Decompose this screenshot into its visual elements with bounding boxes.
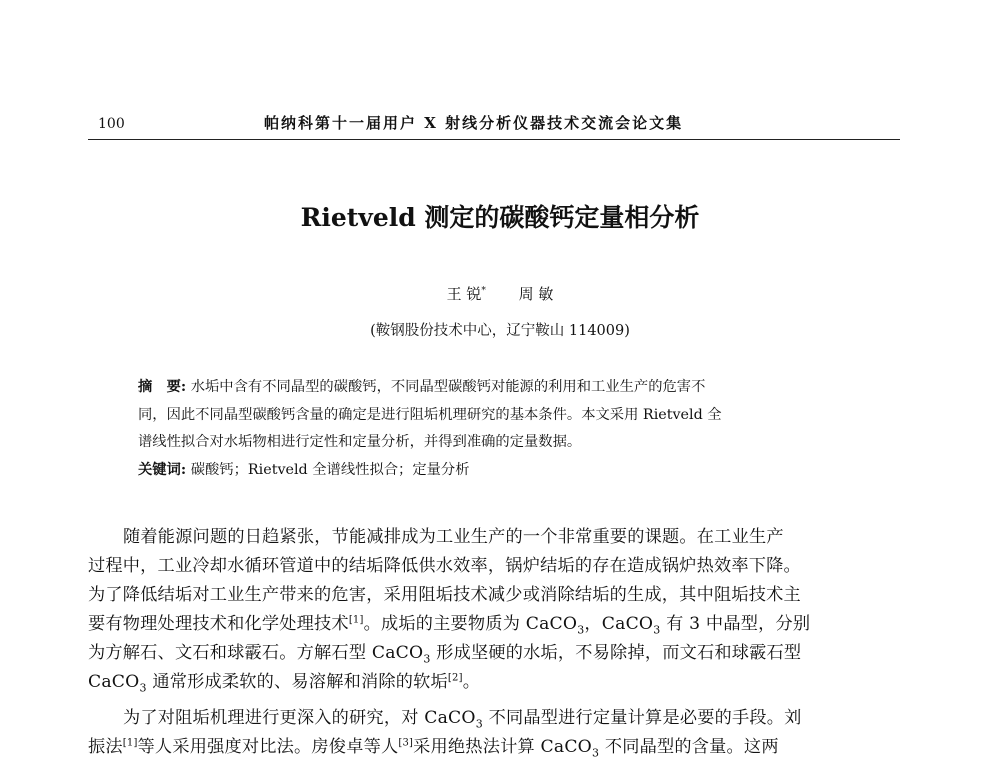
body-p1-line-2: 过程中，工业冷却水循环管道中的结垢降低供水效率，锅炉结垢的存在造成锅炉热效率下降。 [88, 556, 801, 576]
citation-2: [2] [447, 672, 463, 684]
citation-1b: [1] [122, 737, 138, 749]
abstract-label: 摘 要: [138, 379, 187, 395]
citation-3: [3] [398, 737, 414, 749]
abstract-line-3: 谱线性拟合对水垢物相进行定性和定量分析，并得到准确的定量数据。 [138, 434, 582, 450]
header-rule [88, 139, 900, 140]
page-number: 100 [98, 116, 125, 132]
body-p1-line-3: 为了降低结垢对工业生产带来的危害，采用阻垢技术减少或消除结垢的生成，其中阻垢技术主 [88, 585, 801, 605]
body-p1-line-5: 为方解石、文石和球霰石。方解石型 CaCO$_3$ 形成坚硬的水垢，不易除掉，而文石和球霰石型 [88, 643, 802, 666]
author-2: 周 敏 [518, 285, 554, 303]
keywords-line [138, 459, 470, 479]
body-p1-line-6: CaCO$_3$ 通常形成柔软的、易溶解和消除的软垢[2]。 [88, 672, 481, 695]
running-header [88, 112, 900, 138]
journal-title: 帕纳科第十一届用户 X 射线分析仪器技术交流会论文集 [264, 114, 684, 132]
abstract-line-2: 同，因此不同晶型碳酸钙含量的确定是进行阻垢机理研究的基本条件。本文采用 Rietveld 全 [138, 407, 722, 423]
body-p1-line-1: 随着能源问题的日趋紧张，节能减排成为工业生产的一个非常重要的课题。在工业生产 [123, 527, 784, 547]
affiliation: (鞍钢股份技术中心，辽宁鞍山 114009) [370, 323, 630, 339]
keywords-text: 碳酸钙；Rietveld 全谱线性拟合；定量分析 [186, 462, 470, 478]
paper-title: Rietveld 测定的碳酸钙定量相分析 [300, 203, 700, 232]
body-p2-line-2: 振法[1]等人采用强度对比法。房俊卓等人[3]采用绝热法计算 CaCO$_3$ 不同晶型的含量。这两 [88, 737, 779, 760]
abstract-line-1: 摘 要: 水垢中含有不同晶型的碳酸钙，不同晶型碳酸钙对能源的利用和工业生产的危害不 [138, 379, 706, 395]
keywords-label: 关键词: [138, 462, 187, 478]
author-1: 王 锐* [446, 285, 486, 303]
body-p1-line-4: 要有物理处理技术和化学处理技术[1]。成垢的主要物质为 CaCO$_3$，CaCO$_3$ 有 3 中晶型，分别 [88, 614, 811, 637]
body-p2-line-1: 为了对阻垢机理进行更深入的研究，对 CaCO$_3$ 不同晶型进行定量计算是必要的手段。刘 [123, 708, 802, 731]
citation-1: [1] [348, 614, 364, 626]
author-list [0, 283, 1000, 304]
corresponding-mark: * [481, 286, 486, 296]
